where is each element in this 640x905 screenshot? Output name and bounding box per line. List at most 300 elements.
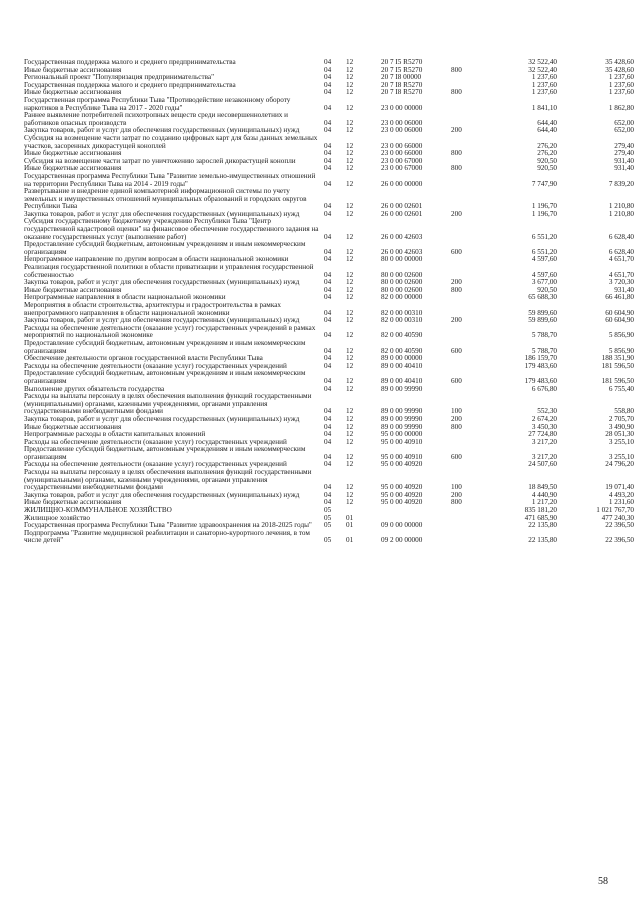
amount-year-2: 2 705,70 xyxy=(608,414,634,423)
amount-year-1: 3 677,00 xyxy=(531,278,557,287)
row-name: Расходы на обеспечение деятельности (оказание услуг) государственных учреждений xyxy=(24,361,287,370)
row-name: Выполнение других обязательств государства xyxy=(24,384,165,393)
row-name: Расходы на обеспечение деятельности (оказание услуг) государственных учреждений xyxy=(24,460,287,469)
row-name: Иные бюджетные ассигнования xyxy=(24,88,122,97)
section-code: 04 xyxy=(324,346,332,355)
amount-year-1: 22 135,80 xyxy=(528,521,557,530)
amount-year-1: 4 597,60 xyxy=(531,270,557,279)
target-article-code: 20 7 I8 R5270 xyxy=(381,88,423,97)
target-article-code: 89 0 00 00000 xyxy=(381,354,423,363)
expense-type-code: 200 xyxy=(451,278,462,287)
amount-year-2: 477 240,30 xyxy=(601,513,634,522)
amount-year-2: 6 628,40 xyxy=(608,247,634,256)
subsection-code: 12 xyxy=(346,65,354,74)
amount-year-2: 1 210,80 xyxy=(608,202,634,211)
subsection-code: 12 xyxy=(346,118,354,127)
target-article-code: 95 0 00 40920 xyxy=(381,460,423,469)
amount-year-2: 4 651,70 xyxy=(608,270,634,279)
subsection-code: 12 xyxy=(346,209,354,218)
row-name: Иные бюджетные ассигнования xyxy=(24,65,122,74)
target-article-code: 80 0 00 02600 xyxy=(381,285,423,294)
expense-type-code: 200 xyxy=(451,126,462,135)
row-name: ЖИЛИЩНО-КОММУНАЛЬНОЕ ХОЗЯЙСТВО xyxy=(24,506,172,515)
section-code: 04 xyxy=(324,293,332,302)
row-name: Иные бюджетные ассигнования xyxy=(24,149,122,158)
expense-type-code: 800 xyxy=(451,149,462,158)
amount-year-2: 19 071,40 xyxy=(605,483,634,492)
section-code: 04 xyxy=(324,164,332,173)
expense-type-code xyxy=(451,461,491,469)
row-name: Предоставление субсидий бюджетным, автономным учреждениям и иным некоммерческим организациям xyxy=(24,369,306,385)
section-code: 04 xyxy=(324,88,332,97)
section-code: 04 xyxy=(324,126,332,135)
subsection-code: 12 xyxy=(346,255,354,264)
page-number: 58 xyxy=(598,876,608,887)
subsection-code: 12 xyxy=(346,354,354,363)
target-article-code: 23 0 00 06000 xyxy=(381,118,423,127)
amount-year-1: 3 450,30 xyxy=(531,422,557,431)
row-name: Расходы на обеспечение деятельности (оказание услуг) государственных учреждений xyxy=(24,437,287,446)
amount-year-2: 3 255,10 xyxy=(608,452,634,461)
amount-year-2: 931,40 xyxy=(614,164,634,173)
amount-year-1: 18 849,50 xyxy=(528,483,557,492)
amount-year-2: 35 428,60 xyxy=(605,65,634,74)
amount-year-2: 7 839,20 xyxy=(608,179,634,188)
amount-year-2: 24 796,20 xyxy=(605,460,634,469)
target-article-code: 89 0 00 99990 xyxy=(381,414,423,423)
subsection-code: 12 xyxy=(346,407,354,416)
row-name: Предоставление субсидий бюджетным, автономным учреждениям и иным некоммерческим организациям xyxy=(24,445,306,461)
amount-year-2: 181 596,50 xyxy=(601,361,634,370)
amount-year-2: 5 856,90 xyxy=(608,346,634,355)
section-code: 05 xyxy=(324,536,332,545)
subsection-code: 12 xyxy=(346,483,354,492)
expense-type-code xyxy=(451,325,491,340)
amount-year-1: 835 181,20 xyxy=(524,506,557,515)
target-article-code: 89 0 00 99990 xyxy=(381,422,423,431)
expense-type-code xyxy=(451,515,491,523)
expense-type-code: 800 xyxy=(451,164,462,173)
subsection-code: 12 xyxy=(346,164,354,173)
subsection-code: 01 xyxy=(346,536,354,545)
amount-year-2: 1 237,60 xyxy=(608,73,634,82)
amount-year-1: 59 899,60 xyxy=(528,316,557,325)
row-name: Закупка товаров, работ и услуг для обеспечения государственных (муниципальных) нужд xyxy=(24,490,300,499)
amount-year-2: 60 604,90 xyxy=(605,308,634,317)
table-row xyxy=(24,218,634,241)
target-article-code: 20 7 I5 R5270 xyxy=(381,58,423,66)
amount-year-1: 7 747,90 xyxy=(531,179,557,188)
section-code: 04 xyxy=(324,270,332,279)
target-article-code: 09 2 00 00000 xyxy=(381,536,423,545)
subsection-code: 01 xyxy=(346,513,354,522)
expense-type-code xyxy=(451,188,491,211)
expense-type-code: 100 xyxy=(451,407,462,416)
target-article-code: 20 7 I5 R5270 xyxy=(381,65,423,74)
target-article-code: 09 0 00 00000 xyxy=(381,521,423,530)
row-name: Иные бюджетные ассигнования xyxy=(24,164,122,173)
table-row xyxy=(24,340,634,355)
subsection-code: 12 xyxy=(346,414,354,423)
table-row xyxy=(24,264,634,279)
expense-type-code xyxy=(451,530,491,545)
section-code: 04 xyxy=(324,483,332,492)
amount-year-2: 1 237,60 xyxy=(608,80,634,89)
row-name: Закупка товаров, работ и услуг для обеспечения государственных (муниципальных) нужд xyxy=(24,209,300,218)
row-name: Государственная поддержка малого и среднего предпринимательства xyxy=(24,80,236,89)
table-row xyxy=(24,135,634,150)
row-name: Региональный проект "Популяризация предпринимательства" xyxy=(24,73,215,82)
table-row xyxy=(24,97,634,112)
subsection-code: 12 xyxy=(346,490,354,499)
row-name: Мероприятия в области строительства, архитектуры и градостроительства в рамках внепрограммного направления в области национальной экономики xyxy=(24,301,282,317)
table-row xyxy=(24,241,634,256)
amount-year-1: 276,20 xyxy=(537,149,557,158)
table-row xyxy=(24,393,634,416)
row-name: Предоставление субсидий бюджетным, автономным учреждениям и иным некоммерческим организациям xyxy=(24,240,306,256)
budget-table xyxy=(24,59,634,545)
target-article-code: 26 0 00 02601 xyxy=(381,209,423,218)
section-code: 04 xyxy=(324,430,332,439)
target-article-code: 82 0 00 00310 xyxy=(381,316,423,325)
row-name: Реализация государственной политики в области приватизации и управления государственной собственностью xyxy=(24,263,314,279)
section-code: 04 xyxy=(324,255,332,264)
target-article-code: 20 7 I8 00000 xyxy=(381,73,422,82)
section-code: 04 xyxy=(324,141,332,150)
section-code: 04 xyxy=(324,354,332,363)
target-article-code: 20 7 I8 R5270 xyxy=(381,80,423,89)
expense-type-code: 800 xyxy=(451,285,462,294)
row-name: Развертывание и внедрение единой компьютерной информационной системы по учету земельных и имущественных отношений муниципальных образований и городских округов Республики Тыва xyxy=(24,187,307,211)
amount-year-1: 179 483,60 xyxy=(524,361,557,370)
subsection-code: 01 xyxy=(346,521,354,530)
section-code: 04 xyxy=(324,58,332,66)
expense-type-code xyxy=(451,386,491,394)
section-code: 04 xyxy=(324,65,332,74)
amount-year-2: 60 604,90 xyxy=(605,316,634,325)
section-code: 04 xyxy=(324,247,332,256)
amount-year-2: 931,40 xyxy=(614,156,634,165)
subsection-code: 12 xyxy=(346,498,354,507)
row-name: Подпрограмма "Развитие медицинской реабилитации и санаторно-курортного лечения, в том числе детей" xyxy=(24,528,310,545)
row-name: Иные бюджетные ассигнования xyxy=(24,285,122,294)
row-name: Обеспечение деятельности органов государственной власти Республики Тыва xyxy=(24,354,263,363)
amount-year-2: 1 210,80 xyxy=(608,209,634,218)
subsection-code: 12 xyxy=(346,58,354,66)
subsection-code: 12 xyxy=(346,278,354,287)
section-code: 04 xyxy=(324,118,332,127)
amount-year-1: 1 196,70 xyxy=(531,202,557,211)
expense-type-code xyxy=(451,522,491,530)
amount-year-2: 3 720,30 xyxy=(608,278,634,287)
amount-year-2: 28 051,30 xyxy=(605,430,634,439)
amount-year-1: 4 597,60 xyxy=(531,255,557,264)
table-row xyxy=(24,370,634,385)
target-article-code: 26 0 00 00000 xyxy=(381,179,423,188)
section-code: 05 xyxy=(324,521,332,530)
amount-year-2: 35 428,60 xyxy=(605,58,634,66)
amount-year-2: 5 856,90 xyxy=(608,331,634,340)
subsection-code: 12 xyxy=(346,430,354,439)
amount-year-1: 920,50 xyxy=(537,285,557,294)
amount-year-2: 188 351,90 xyxy=(601,354,634,363)
subsection-code: 12 xyxy=(346,88,354,97)
row-name: Субсидия государственному бюджетному учреждению Республики Тыва "Центр государственной кадастровой оценки" на финансовое обеспечение государственного задания на оказание государственных услуг (выполнение работ) xyxy=(24,217,319,241)
amount-year-2: 6 628,40 xyxy=(608,232,634,241)
target-article-code: 89 0 00 99990 xyxy=(381,384,423,393)
amount-year-2: 66 461,80 xyxy=(605,293,634,302)
table-row xyxy=(24,302,634,317)
subsection-code: 12 xyxy=(346,141,354,150)
subsection-code: 12 xyxy=(346,460,354,469)
amount-year-1: 920,50 xyxy=(537,156,557,165)
row-name: Государственная программа Республики Тыва "Развитие земельно-имущественных отношений на территории Республики Тыва на 2014 - 2019 годы" xyxy=(24,171,316,188)
amount-year-2: 1 237,60 xyxy=(608,88,634,97)
target-article-code xyxy=(381,507,451,515)
subsection-code: 12 xyxy=(346,232,354,241)
section-code: 04 xyxy=(324,422,332,431)
expense-type-code: 800 xyxy=(451,498,462,507)
target-article-code: 26 0 00 42603 xyxy=(381,247,423,256)
amount-year-1: 59 899,60 xyxy=(528,308,557,317)
expense-type-code: 600 xyxy=(451,346,462,355)
expense-type-code xyxy=(451,112,491,127)
expense-type-code xyxy=(451,97,491,112)
expense-type-code xyxy=(451,135,491,150)
amount-year-1: 4 440,90 xyxy=(531,490,557,499)
amount-year-1: 22 135,80 xyxy=(528,536,557,545)
row-name: Непрограммные расходы в области капитальных вложений xyxy=(24,430,206,439)
amount-year-1: 1 237,60 xyxy=(531,88,557,97)
row-name: Расходы на выплаты персоналу в целях обеспечения выполнения функций государственными (муниципальными) органами, казенными учреждениями, органами управления государственными внебюджетными фондами xyxy=(24,392,312,416)
row-name: Государственная поддержка малого и среднего предпринимательства xyxy=(24,58,236,66)
target-article-code: 23 0 00 66000 xyxy=(381,149,423,158)
row-name: Субсидия на возмещение части затрат по уничтожению зарослей дикорастущей конопли xyxy=(24,156,296,165)
amount-year-1: 1 841,10 xyxy=(531,103,557,112)
amount-year-2: 652,00 xyxy=(614,126,634,135)
expense-type-code: 800 xyxy=(451,65,462,74)
expense-type-code xyxy=(451,363,491,371)
section-code: 04 xyxy=(324,149,332,158)
expense-type-code xyxy=(451,302,491,317)
amount-year-1: 24 507,60 xyxy=(528,460,557,469)
row-name: Расходы на выплаты персоналу в целях обеспечения выполнения функций государственными (муниципальными) органами, казенными учреждениями, органами управления государственными внебюджетными фондами xyxy=(24,468,312,492)
section-code: 04 xyxy=(324,498,332,507)
target-article-code: 23 0 00 66000 xyxy=(381,141,423,150)
section-code: 04 xyxy=(324,103,332,112)
row-name: Предоставление субсидий бюджетным, автономным учреждениям и иным некоммерческим организациям xyxy=(24,338,306,355)
row-name: Государственная программа Республики Тыва "Развитие здравоохранения на 2018-2025 годы" xyxy=(24,521,312,530)
section-code: 05 xyxy=(324,513,332,522)
expense-type-code xyxy=(451,74,491,82)
amount-year-1: 2 674,20 xyxy=(531,414,557,423)
table-row xyxy=(24,112,634,127)
subsection-code: 12 xyxy=(346,149,354,158)
row-name: Раннее выявление потребителей психотропных веществ среди несовершеннолетних и работников опасных производств xyxy=(24,111,289,127)
amount-year-2: 22 396,50 xyxy=(605,536,634,545)
amount-year-2: 22 396,50 xyxy=(605,521,634,530)
section-code: 04 xyxy=(324,407,332,416)
target-article-code: 82 0 00 00310 xyxy=(381,308,423,317)
amount-year-1: 552,30 xyxy=(537,407,557,416)
table-row xyxy=(24,530,634,545)
amount-year-2: 1 021 767,70 xyxy=(596,506,634,515)
section-code: 04 xyxy=(324,80,332,89)
amount-year-1: 6 676,80 xyxy=(531,384,557,393)
section-code: 04 xyxy=(324,308,332,317)
table-row xyxy=(24,325,634,340)
row-name: Субсидия на возмещение части затрат по созданию цифровых карт для базы данных земельных участков, засоренных дикорастущей коноплей xyxy=(24,133,318,150)
section-code: 04 xyxy=(324,73,332,82)
subsection-code: 12 xyxy=(346,285,354,294)
table-row xyxy=(24,188,634,211)
amount-year-1: 1 217,20 xyxy=(531,498,557,507)
subsection-code: 12 xyxy=(346,179,354,188)
amount-year-1: 920,50 xyxy=(537,164,557,173)
amount-year-2: 3 490,90 xyxy=(608,422,634,431)
table-row xyxy=(24,469,634,492)
subsection-code: 12 xyxy=(346,308,354,317)
section-code: 05 xyxy=(324,506,332,515)
row-name: Иные бюджетные ассигнования xyxy=(24,498,122,507)
target-article-code: 23 0 00 67000 xyxy=(381,164,423,173)
section-code: 04 xyxy=(324,384,332,393)
target-article-code: 89 0 00 99990 xyxy=(381,407,423,416)
expense-type-code xyxy=(451,355,491,363)
expense-type-code xyxy=(451,439,491,447)
amount-year-1: 3 217,20 xyxy=(531,437,557,446)
section-code: 04 xyxy=(324,460,332,469)
amount-year-1: 65 688,30 xyxy=(528,293,557,302)
target-article-code: 89 0 00 40410 xyxy=(381,361,423,370)
amount-year-1: 5 788,70 xyxy=(531,346,557,355)
amount-year-2: 558,80 xyxy=(614,407,634,416)
amount-year-2: 279,40 xyxy=(614,149,634,158)
amount-year-2: 652,00 xyxy=(614,118,634,127)
amount-year-1: 3 217,20 xyxy=(531,452,557,461)
expense-type-code: 200 xyxy=(451,209,462,218)
subsection-code: 12 xyxy=(346,331,354,340)
target-article-code: 80 0 00 02600 xyxy=(381,270,423,279)
subsection-code: 12 xyxy=(346,346,354,355)
section-code: 04 xyxy=(324,361,332,370)
subsection-code: 12 xyxy=(346,376,354,385)
expense-type-code: 600 xyxy=(451,376,462,385)
amount-year-2: 1 231,60 xyxy=(608,498,634,507)
target-article-code: 23 0 00 67000 xyxy=(381,156,423,165)
section-code: 04 xyxy=(324,156,332,165)
amount-year-1: 6 551,20 xyxy=(531,232,557,241)
row-name: Закупка товаров, работ и услуг для обеспечения государственных (муниципальных) нужд xyxy=(24,414,300,423)
amount-year-2: 1 862,80 xyxy=(608,103,634,112)
expense-type-code: 800 xyxy=(451,88,462,97)
subsection-code: 12 xyxy=(346,384,354,393)
expense-type-code: 800 xyxy=(451,422,462,431)
amount-year-1: 276,20 xyxy=(537,141,557,150)
section-code: 04 xyxy=(324,452,332,461)
expense-type-code xyxy=(451,294,491,302)
expense-type-code xyxy=(451,507,491,515)
amount-year-2: 279,40 xyxy=(614,141,634,150)
amount-year-1: 1 237,60 xyxy=(531,80,557,89)
expense-type-code xyxy=(451,173,491,188)
target-article-code: 82 0 00 00000 xyxy=(381,293,423,302)
row-name: Государственная программа Республики Тыва "Противодействие незаконному обороту наркотиков в Республике Тыва на 2017 - 2020 годы" xyxy=(24,95,291,112)
row-name: Закупка товаров, работ и услуг для обеспечения государственных (муниципальных) нужд xyxy=(24,316,300,325)
amount-year-2: 4 651,70 xyxy=(608,255,634,264)
target-article-code: 95 0 00 40910 xyxy=(381,437,423,446)
amount-year-1: 179 483,60 xyxy=(524,376,557,385)
row-name: Расходы на обеспечение деятельности (оказание услуг) государственных учреждений в рамках мероприятий по национальной экономике xyxy=(24,323,316,340)
target-article-code: 95 0 00 40920 xyxy=(381,483,423,492)
target-article-code: 95 0 00 40920 xyxy=(381,490,423,499)
subsection-code: 12 xyxy=(346,202,354,211)
subsection-code: 12 xyxy=(346,437,354,446)
target-article-code: 95 0 00 40910 xyxy=(381,452,423,461)
subsection-code: 12 xyxy=(346,452,354,461)
expense-type-code: 200 xyxy=(451,316,462,325)
target-article-code: 95 0 00 00000 xyxy=(381,430,423,439)
target-article-code: 89 0 00 40410 xyxy=(381,376,423,385)
table-row xyxy=(24,173,634,188)
expense-type-code xyxy=(451,431,491,439)
budget-table-body xyxy=(24,59,634,545)
section-code: 04 xyxy=(324,414,332,423)
row-name: Закупка товаров, работ и услуг для обеспечения государственных (муниципальных) нужд xyxy=(24,278,300,287)
amount-year-1: 5 788,70 xyxy=(531,331,557,340)
row-name: Непрограммные направления в области национальной экономики xyxy=(24,293,226,302)
amount-year-1: 32 522,40 xyxy=(528,58,557,66)
subsection-code: 12 xyxy=(346,270,354,279)
section-code: 04 xyxy=(324,209,332,218)
expense-type-code: 200 xyxy=(451,490,462,499)
expense-type-code xyxy=(451,256,491,264)
subsection-code: 12 xyxy=(346,247,354,256)
amount-year-1: 186 159,70 xyxy=(524,354,557,363)
subsection-code: 12 xyxy=(346,361,354,370)
section-code: 04 xyxy=(324,285,332,294)
amount-year-1: 32 522,40 xyxy=(528,65,557,74)
amount-year-2: 931,40 xyxy=(614,285,634,294)
target-article-code: 23 0 00 00000 xyxy=(381,103,423,112)
row-name: Закупка товаров, работ и услуг для обеспечения государственных (муниципальных) нужд xyxy=(24,126,300,135)
amount-year-1: 6 551,20 xyxy=(531,247,557,256)
amount-year-2: 181 596,50 xyxy=(601,376,634,385)
expense-type-code xyxy=(451,264,491,279)
expense-type-code: 100 xyxy=(451,483,462,492)
expense-type-code: 600 xyxy=(451,247,462,256)
target-article-code: 82 0 00 40590 xyxy=(381,331,423,340)
subsection-code: 12 xyxy=(346,126,354,135)
target-article-code: 23 0 00 06000 xyxy=(381,126,423,135)
amount-year-1: 644,40 xyxy=(537,126,557,135)
row-name: Непрограммное направление по другим вопросам в области национальной экономики xyxy=(24,255,289,264)
target-article-code: 82 0 00 40590 xyxy=(381,346,423,355)
target-article-code: 80 0 00 02600 xyxy=(381,278,423,287)
subsection-code: 12 xyxy=(346,73,354,82)
amount-year-2: 4 493,20 xyxy=(608,490,634,499)
section-code: 04 xyxy=(324,278,332,287)
row-name: Иные бюджетные ассигнования xyxy=(24,422,122,431)
subsection-code: 12 xyxy=(346,316,354,325)
subsection-code: 12 xyxy=(346,422,354,431)
section-code: 04 xyxy=(324,376,332,385)
subsection-code: 12 xyxy=(346,103,354,112)
table-row xyxy=(24,446,634,461)
amount-year-1: 27 724,80 xyxy=(528,430,557,439)
row-name: Жилищное хозяйство xyxy=(24,513,90,522)
expense-type-code: 600 xyxy=(451,452,462,461)
